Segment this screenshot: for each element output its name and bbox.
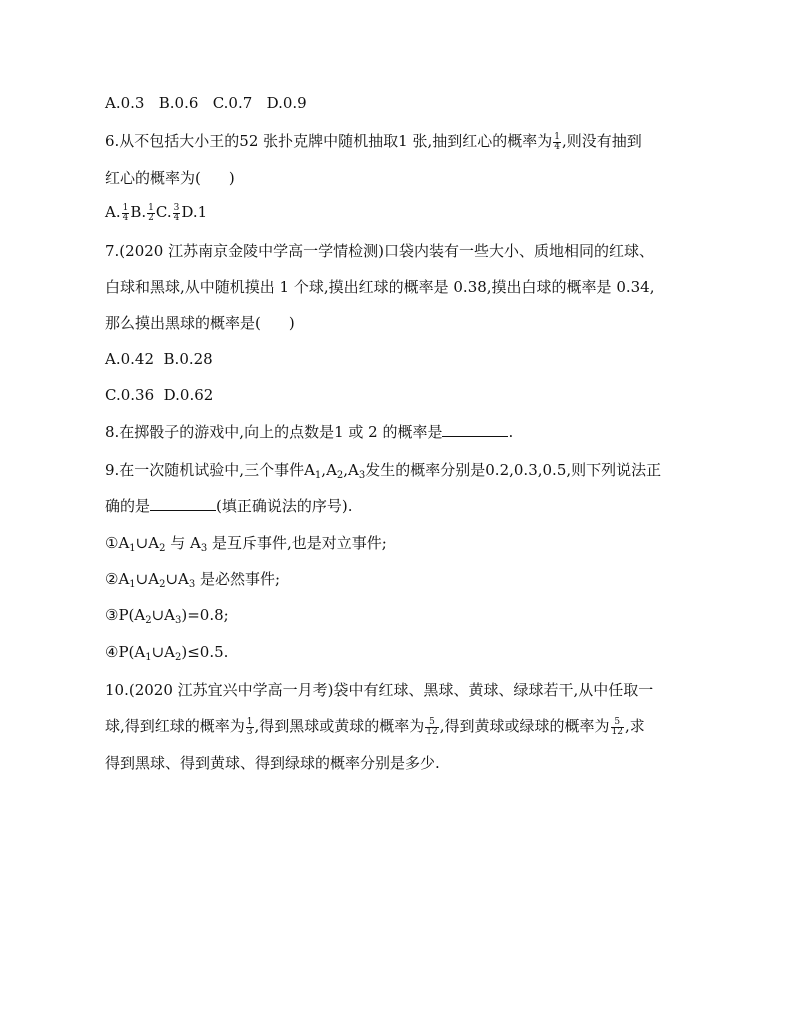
q6-line1 (105, 130, 642, 152)
q9-line1 (105, 459, 661, 481)
q7-text: 白球和黑球,从中随机摸出 1 个球,摸出红球的概率是 0.38,摸出白球的概率是 0.34, (105, 278, 655, 296)
q6-option-label: C. (155, 203, 172, 221)
statement-text: ②A (105, 570, 130, 588)
statement-text: 是互斥事件,也是对立事件; (207, 534, 387, 552)
answer-blank (150, 496, 216, 511)
q7-options-text: A.0.42 B.0.28 (105, 350, 213, 368)
q6-option-label: A. (105, 203, 121, 221)
statement-text: )=0.8; (181, 606, 229, 624)
q7-options-row1 (105, 348, 213, 370)
q6-text: 6.从不包括大小王的52 张扑克牌中随机抽取1 张,抽到红心的概率为 (105, 132, 553, 150)
q7-line3 (105, 312, 295, 334)
subscript: 1 (145, 652, 152, 663)
q10-fraction-red (246, 718, 254, 737)
q7-text: 那么摸出黑球的概率是( (105, 314, 261, 332)
q9-statement-1 (105, 532, 387, 554)
subscript: 2 (175, 652, 182, 663)
fraction-numerator: 5 (611, 718, 624, 728)
subscript: 3 (188, 579, 196, 590)
q6-option-label: D.1 (181, 203, 208, 221)
q6-options (105, 201, 207, 223)
q6-option-b-fraction (147, 204, 155, 223)
subscript: 2 (336, 470, 344, 481)
q7-options-text: C.0.36 D.0.62 (105, 386, 214, 404)
q10-line2 (105, 715, 645, 737)
fraction-denominator: 12 (426, 726, 438, 737)
q7-line2 (105, 276, 655, 298)
subscript: 1 (129, 579, 136, 590)
q10-text: 得到黑球、得到黄球、得到绿球的概率分别是多少. (105, 754, 440, 772)
q6-fraction (553, 133, 561, 152)
q10-line1 (105, 679, 653, 701)
q10-text: ,得到黄球或绿球的概率为 (439, 717, 610, 735)
q9-statement-2 (105, 568, 280, 590)
q6-text: ,则没有抽到 (561, 132, 642, 150)
q9-text: (填正确说法的序号). (216, 497, 353, 515)
statement-text: ④P(A (105, 643, 146, 661)
statement-text: ∪A (151, 643, 176, 661)
q8-text: . (508, 423, 514, 441)
fraction-numerator: 1 (148, 202, 154, 213)
q10-text: ,求 (624, 717, 645, 735)
q10-text: ,得到黑球或黄球的概率为 (254, 717, 425, 735)
q7-line1 (105, 240, 654, 262)
subscript: 1 (314, 470, 322, 481)
statement-text: ∪A (135, 534, 160, 552)
fraction-denominator: 3 (246, 726, 253, 737)
statement-text: ∪A (151, 606, 176, 624)
fraction-denominator: 12 (611, 726, 623, 737)
fraction-numerator: 1 (554, 131, 560, 142)
q10-line3 (105, 752, 440, 774)
q9-statement-4 (105, 641, 228, 663)
q7-options-row2 (105, 384, 213, 406)
fraction-numerator: 5 (425, 718, 438, 728)
fraction-denominator: 4 (173, 212, 180, 223)
q5-options-text: A.0.3 B.0.6 C.0.7 D.0.9 (105, 94, 307, 112)
subscript: 3 (200, 543, 208, 554)
statement-text: ∪A (165, 570, 189, 588)
subscript: 2 (159, 543, 166, 554)
subscript: 2 (145, 615, 152, 626)
q6-option-a-fraction (122, 204, 130, 223)
answer-blank (442, 422, 508, 437)
q10-fraction-yellow-green (611, 718, 624, 737)
statement-text: 是必然事件; (195, 570, 281, 588)
statement-text: ③P(A (105, 606, 146, 624)
q6-text: ) (228, 169, 235, 187)
subscript: 1 (129, 543, 136, 554)
statement-text: ①A (105, 534, 130, 552)
fraction-denominator: 4 (122, 212, 129, 223)
q9-statement-3 (105, 604, 229, 626)
q9-text: 9.在一次随机试验中,三个事件A (105, 461, 315, 479)
subscript: 3 (175, 615, 182, 626)
fraction-denominator: 2 (148, 212, 154, 223)
q9-text: ,A (321, 461, 337, 479)
q6-line2 (105, 167, 235, 189)
statement-text: )≤0.5. (181, 643, 229, 661)
q7-text: ) (288, 314, 295, 332)
subscript: 3 (358, 470, 366, 481)
q9-text: 发生的概率分别是0.2,0.3,0.5,则下列说法正 (365, 461, 662, 479)
fraction-denominator: 4 (554, 141, 560, 152)
fraction-numerator: 1 (246, 716, 253, 727)
subscript: 2 (159, 579, 166, 590)
q5-options (105, 92, 307, 114)
q9-text: ,A (343, 461, 359, 479)
statement-text: 与 A (165, 534, 201, 552)
q10-fraction-black-yellow (425, 718, 438, 737)
statement-text: ∪A (135, 570, 160, 588)
q9-text: 确的是 (105, 497, 151, 515)
q8-text: 8.在掷骰子的游戏中,向上的点数是1 或 2 的概率是 (105, 423, 443, 441)
fraction-numerator: 1 (122, 202, 129, 213)
q10-text: 10.(2020 江苏宜兴中学高一月考)袋中有红球、黑球、黄球、绿球若干,从中任取一 (105, 681, 654, 699)
q8-line (105, 421, 513, 443)
q10-text: 球,得到红球的概率为 (105, 717, 245, 735)
q6-option-label: B. (130, 203, 147, 221)
q7-text: 7.(2020 江苏南京金陵中学高一学情检测)口袋内装有一些大小、质地相同的红球、 (105, 242, 654, 260)
q9-line2 (105, 495, 353, 517)
q6-option-c-fraction (173, 204, 181, 223)
fraction-numerator: 3 (173, 202, 180, 213)
q6-text: 红心的概率为( (105, 169, 201, 187)
